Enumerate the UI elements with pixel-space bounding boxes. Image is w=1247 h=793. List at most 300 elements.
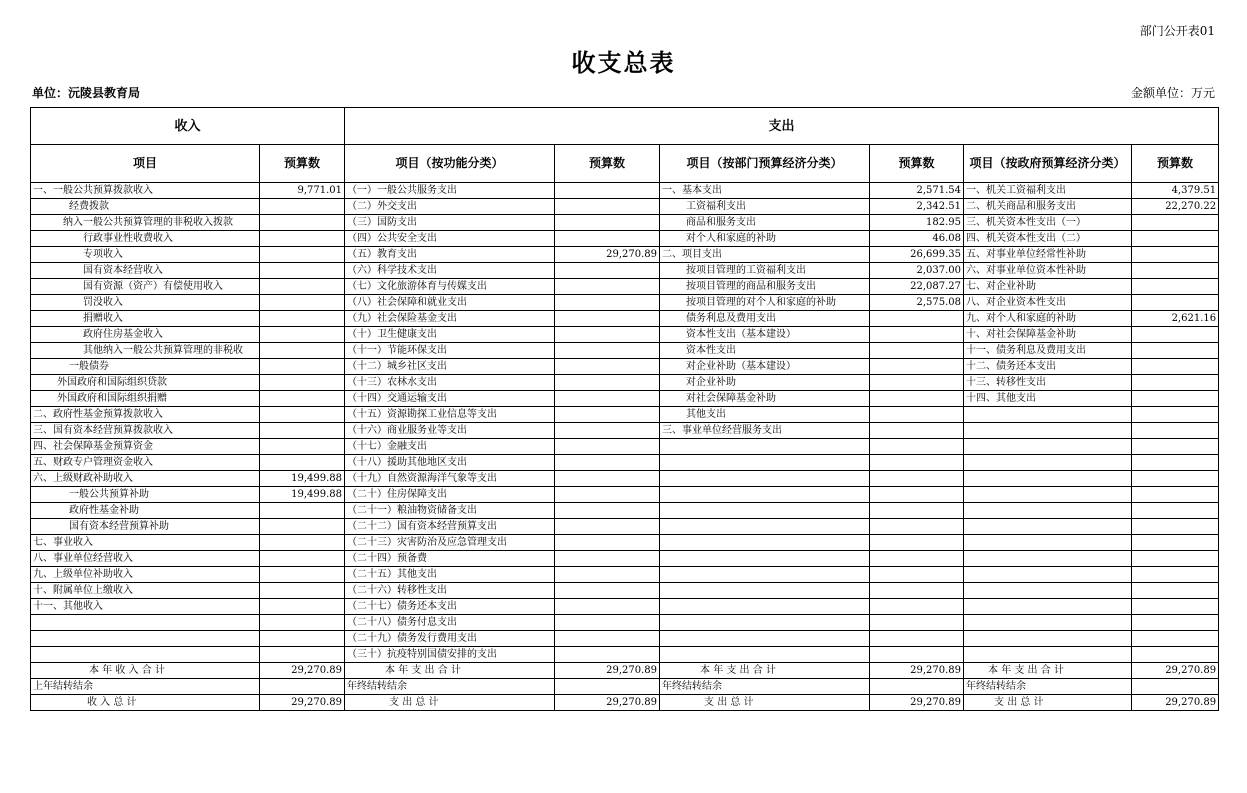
amount-cell xyxy=(1132,519,1219,535)
item-cell xyxy=(964,423,1132,439)
item-cell: 国有资源（资产）有偿使用收入 xyxy=(31,279,260,295)
table-row xyxy=(31,407,1219,423)
table-row xyxy=(31,295,1219,311)
amount-cell xyxy=(260,503,345,519)
item-cell: 债务利息及费用支出 xyxy=(660,311,870,327)
item-cell xyxy=(964,583,1132,599)
item-cell: 支 出 总 计 xyxy=(660,695,870,711)
item-cell: 外国政府和国际组织贷款 xyxy=(31,375,260,391)
item-cell: （二十七）债务还本支出 xyxy=(345,599,555,615)
budget-summary-table xyxy=(30,107,1219,711)
item-cell xyxy=(660,599,870,615)
amount-unit-label: 金额单位：万元 xyxy=(1130,86,1215,100)
item-cell xyxy=(964,503,1132,519)
table-row xyxy=(31,583,1219,599)
amount-cell xyxy=(870,551,964,567)
item-cell: 纳入一般公共预算管理的非税收入拨款 xyxy=(31,215,260,231)
amount-cell xyxy=(1132,647,1219,663)
amount-cell xyxy=(260,311,345,327)
amount-cell xyxy=(260,631,345,647)
item-cell: （十）卫生健康支出 xyxy=(345,327,555,343)
amount-cell xyxy=(870,535,964,551)
income-section-header: 收入 xyxy=(31,108,345,145)
amount-cell: 29,270.89 xyxy=(555,695,660,711)
item-cell: （五）教育支出 xyxy=(345,247,555,263)
amount-cell xyxy=(870,487,964,503)
item-cell xyxy=(660,439,870,455)
amount-cell xyxy=(260,327,345,343)
table-row xyxy=(31,247,1219,263)
amount-cell xyxy=(870,471,964,487)
amount-cell xyxy=(870,327,964,343)
item-cell: 按项目管理的商品和服务支出 xyxy=(660,279,870,295)
item-cell: 行政事业性收费收入 xyxy=(31,231,260,247)
table-row xyxy=(31,551,1219,567)
item-cell: 经费拨款 xyxy=(31,199,260,215)
amount-cell xyxy=(555,375,660,391)
amount-cell xyxy=(870,455,964,471)
item-cell: 国有资本经营预算补助 xyxy=(31,519,260,535)
amount-cell xyxy=(555,631,660,647)
amount-cell: 29,270.89 xyxy=(555,247,660,263)
column-header: 预算数 xyxy=(1132,145,1219,183)
amount-cell xyxy=(1132,567,1219,583)
amount-cell xyxy=(1132,503,1219,519)
amount-cell xyxy=(1132,599,1219,615)
table-row xyxy=(31,567,1219,583)
table-row xyxy=(31,231,1219,247)
item-cell: 三、国有资本经营预算拨款收入 xyxy=(31,423,260,439)
item-cell: 十、附属单位上缴收入 xyxy=(31,583,260,599)
item-cell: 按项目管理的对个人和家庭的补助 xyxy=(660,295,870,311)
item-cell: 二、机关商品和服务支出 xyxy=(964,199,1132,215)
item-cell: 专项收入 xyxy=(31,247,260,263)
amount-cell xyxy=(555,503,660,519)
item-cell: 年终结转结余 xyxy=(345,679,555,695)
amount-cell: 2,621.16 xyxy=(1132,311,1219,327)
item-cell: 一般债券 xyxy=(31,359,260,375)
amount-cell xyxy=(870,519,964,535)
item-cell: （十九）自然资源海洋气象等支出 xyxy=(345,471,555,487)
item-cell: 年终结转结余 xyxy=(660,679,870,695)
table-row xyxy=(31,279,1219,295)
item-cell: 六、对事业单位资本性补助 xyxy=(964,263,1132,279)
item-cell: （十四）交通运输支出 xyxy=(345,391,555,407)
amount-cell xyxy=(870,343,964,359)
amount-cell xyxy=(260,679,345,695)
amount-cell xyxy=(1132,471,1219,487)
amount-cell xyxy=(1132,279,1219,295)
item-cell xyxy=(964,615,1132,631)
item-cell: 八、对企业资本性支出 xyxy=(964,295,1132,311)
amount-cell: 22,087.27 xyxy=(870,279,964,295)
amount-cell: 29,270.89 xyxy=(870,695,964,711)
table-row xyxy=(31,343,1219,359)
amount-cell: 2,575.08 xyxy=(870,295,964,311)
amount-cell xyxy=(1132,439,1219,455)
item-cell: （二十二）国有资本经营预算支出 xyxy=(345,519,555,535)
form-code: 部门公开表01 xyxy=(1139,24,1215,38)
item-cell: 本 年 支 出 合 计 xyxy=(660,663,870,679)
amount-cell xyxy=(870,375,964,391)
amount-cell xyxy=(260,279,345,295)
item-cell: 工资福利支出 xyxy=(660,199,870,215)
item-cell xyxy=(660,551,870,567)
item-cell: 一般公共预算补助 xyxy=(31,487,260,503)
table-row xyxy=(31,615,1219,631)
item-cell: 政府住房基金收入 xyxy=(31,327,260,343)
amount-cell xyxy=(260,567,345,583)
item-cell xyxy=(660,471,870,487)
amount-cell xyxy=(1132,407,1219,423)
amount-cell xyxy=(555,679,660,695)
item-cell: 本 年 支 出 合 计 xyxy=(964,663,1132,679)
amount-cell xyxy=(555,279,660,295)
amount-cell xyxy=(260,615,345,631)
item-cell: （十二）城乡社区支出 xyxy=(345,359,555,375)
amount-cell xyxy=(1132,455,1219,471)
amount-cell: 29,270.89 xyxy=(870,663,964,679)
amount-cell xyxy=(260,375,345,391)
item-cell xyxy=(660,583,870,599)
item-cell: 三、机关资本性支出（一） xyxy=(964,215,1132,231)
amount-cell xyxy=(260,295,345,311)
item-cell: 上年结转结余 xyxy=(31,679,260,695)
item-cell: 商品和服务支出 xyxy=(660,215,870,231)
item-cell xyxy=(964,535,1132,551)
amount-cell: 2,571.54 xyxy=(870,183,964,199)
item-cell: 本 年 收 入 合 计 xyxy=(31,663,260,679)
amount-cell xyxy=(260,391,345,407)
unit-label: 单位：沅陵县教育局 xyxy=(32,86,141,100)
amount-cell xyxy=(555,647,660,663)
amount-cell xyxy=(870,391,964,407)
table-row xyxy=(31,455,1219,471)
amount-cell xyxy=(555,359,660,375)
item-cell xyxy=(660,567,870,583)
table-row xyxy=(31,503,1219,519)
table-row xyxy=(31,663,1219,679)
amount-cell xyxy=(870,311,964,327)
item-cell xyxy=(964,567,1132,583)
amount-cell xyxy=(870,439,964,455)
amount-cell xyxy=(555,615,660,631)
item-cell: 捐赠收入 xyxy=(31,311,260,327)
item-cell xyxy=(964,551,1132,567)
item-cell: 本 年 支 出 合 计 xyxy=(345,663,555,679)
amount-cell xyxy=(555,343,660,359)
amount-cell xyxy=(1132,583,1219,599)
amount-cell xyxy=(260,535,345,551)
item-cell: 十三、转移性支出 xyxy=(964,375,1132,391)
item-cell xyxy=(964,439,1132,455)
item-cell: （七）文化旅游体育与传媒支出 xyxy=(345,279,555,295)
amount-cell xyxy=(260,199,345,215)
item-cell: 年终结转结余 xyxy=(964,679,1132,695)
amount-cell: 4,379.51 xyxy=(1132,183,1219,199)
amount-cell xyxy=(870,423,964,439)
amount-cell xyxy=(260,455,345,471)
amount-cell xyxy=(1132,375,1219,391)
amount-cell: 182.95 xyxy=(870,215,964,231)
item-cell: 十一、债务利息及费用支出 xyxy=(964,343,1132,359)
item-cell: （二十六）转移性支出 xyxy=(345,583,555,599)
amount-cell xyxy=(260,423,345,439)
item-cell: 七、对企业补助 xyxy=(964,279,1132,295)
item-cell xyxy=(964,455,1132,471)
item-cell: 收 入 总 计 xyxy=(31,695,260,711)
table-row xyxy=(31,535,1219,551)
item-cell xyxy=(964,519,1132,535)
amount-cell xyxy=(260,263,345,279)
amount-cell xyxy=(555,551,660,567)
item-cell: （二十五）其他支出 xyxy=(345,567,555,583)
item-cell xyxy=(660,631,870,647)
amount-cell xyxy=(555,231,660,247)
table-row xyxy=(31,263,1219,279)
amount-cell: 9,771.01 xyxy=(260,183,345,199)
item-cell: 二、项目支出 xyxy=(660,247,870,263)
amount-cell xyxy=(1132,423,1219,439)
item-cell: （十六）商业服务业等支出 xyxy=(345,423,555,439)
amount-cell xyxy=(870,599,964,615)
item-cell xyxy=(964,599,1132,615)
item-cell: 十四、其他支出 xyxy=(964,391,1132,407)
amount-cell xyxy=(555,215,660,231)
amount-cell xyxy=(260,583,345,599)
amount-cell xyxy=(260,647,345,663)
item-cell: 其他纳入一般公共预算管理的非税收 xyxy=(31,343,260,359)
amount-cell xyxy=(260,599,345,615)
item-cell: （十七）金融支出 xyxy=(345,439,555,455)
amount-cell xyxy=(870,359,964,375)
amount-cell xyxy=(1132,231,1219,247)
item-cell: 六、上级财政补助收入 xyxy=(31,471,260,487)
item-cell: 资本性支出（基本建设） xyxy=(660,327,870,343)
amount-cell xyxy=(555,471,660,487)
item-cell: 五、对事业单位经常性补助 xyxy=(964,247,1132,263)
item-cell: 十二、债务还本支出 xyxy=(964,359,1132,375)
amount-cell xyxy=(1132,535,1219,551)
amount-cell xyxy=(260,551,345,567)
item-cell: 七、事业收入 xyxy=(31,535,260,551)
amount-cell xyxy=(260,407,345,423)
item-cell: 三、事业单位经营服务支出 xyxy=(660,423,870,439)
amount-cell: 29,270.89 xyxy=(1132,663,1219,679)
amount-cell xyxy=(555,423,660,439)
amount-cell xyxy=(555,455,660,471)
amount-cell: 26,699.35 xyxy=(870,247,964,263)
item-cell xyxy=(964,631,1132,647)
amount-cell xyxy=(1132,487,1219,503)
item-cell xyxy=(964,407,1132,423)
table-row xyxy=(31,679,1219,695)
item-cell: 九、对个人和家庭的补助 xyxy=(964,311,1132,327)
item-cell: 九、上级单位补助收入 xyxy=(31,567,260,583)
amount-cell: 29,270.89 xyxy=(1132,695,1219,711)
table-row xyxy=(31,695,1219,711)
amount-cell xyxy=(555,263,660,279)
item-cell: （二十）住房保障支出 xyxy=(345,487,555,503)
item-cell: （十一）节能环保支出 xyxy=(345,343,555,359)
amount-cell xyxy=(1132,263,1219,279)
item-cell: 一、基本支出 xyxy=(660,183,870,199)
amount-cell: 19,499.88 xyxy=(260,487,345,503)
item-cell: 四、机关资本性支出（二） xyxy=(964,231,1132,247)
item-cell: （二十四）预备费 xyxy=(345,551,555,567)
item-cell xyxy=(31,631,260,647)
table-row xyxy=(31,647,1219,663)
amount-cell xyxy=(260,439,345,455)
item-cell: 对社会保障基金补助 xyxy=(660,391,870,407)
item-cell: 罚没收入 xyxy=(31,295,260,311)
item-cell: 五、财政专户管理资金收入 xyxy=(31,455,260,471)
amount-cell xyxy=(260,247,345,263)
amount-cell xyxy=(555,567,660,583)
amount-cell xyxy=(1132,631,1219,647)
amount-cell: 29,270.89 xyxy=(260,663,345,679)
item-cell: 对企业补助（基本建设） xyxy=(660,359,870,375)
item-cell: 政府性基金补助 xyxy=(31,503,260,519)
item-cell: 一、一般公共预算拨款收入 xyxy=(31,183,260,199)
amount-cell xyxy=(870,647,964,663)
item-cell xyxy=(660,487,870,503)
amount-cell xyxy=(870,503,964,519)
item-cell xyxy=(660,455,870,471)
amount-cell xyxy=(260,231,345,247)
item-cell: （二十八）债务付息支出 xyxy=(345,615,555,631)
amount-cell xyxy=(555,407,660,423)
table-row xyxy=(31,183,1219,199)
item-cell: （二十三）灾害防治及应急管理支出 xyxy=(345,535,555,551)
amount-cell xyxy=(1132,615,1219,631)
amount-cell xyxy=(1132,391,1219,407)
page-title: 收支总表 xyxy=(571,49,676,77)
amount-cell xyxy=(870,631,964,647)
item-cell: 按项目管理的工资福利支出 xyxy=(660,263,870,279)
item-cell: 对个人和家庭的补助 xyxy=(660,231,870,247)
amount-cell xyxy=(555,183,660,199)
column-header: 项目（按部门预算经济分类） xyxy=(660,145,870,183)
table-row xyxy=(31,375,1219,391)
column-header: 预算数 xyxy=(555,145,660,183)
amount-cell: 19,499.88 xyxy=(260,471,345,487)
table-row xyxy=(31,391,1219,407)
amount-cell xyxy=(870,567,964,583)
item-cell: （二十一）粮油物资储备支出 xyxy=(345,503,555,519)
item-cell: （四）公共安全支出 xyxy=(345,231,555,247)
amount-cell xyxy=(1132,359,1219,375)
amount-cell: 29,270.89 xyxy=(260,695,345,711)
amount-cell xyxy=(870,615,964,631)
item-cell: 资本性支出 xyxy=(660,343,870,359)
amount-cell: 29,270.89 xyxy=(555,663,660,679)
table-row xyxy=(31,199,1219,215)
item-cell xyxy=(660,615,870,631)
column-header: 项目（按政府预算经济分类） xyxy=(964,145,1132,183)
expenditure-section-header: 支出 xyxy=(345,108,1219,145)
item-cell: 国有资本经营收入 xyxy=(31,263,260,279)
amount-cell: 46.08 xyxy=(870,231,964,247)
amount-cell xyxy=(555,519,660,535)
item-cell xyxy=(31,647,260,663)
item-cell: （一）一般公共服务支出 xyxy=(345,183,555,199)
amount-cell xyxy=(555,535,660,551)
amount-cell: 2,342.51 xyxy=(870,199,964,215)
column-header: 项目（按功能分类） xyxy=(345,145,555,183)
item-cell: 十一、其他收入 xyxy=(31,599,260,615)
table-row xyxy=(31,215,1219,231)
item-cell: （二十九）债务发行费用支出 xyxy=(345,631,555,647)
amount-cell xyxy=(555,311,660,327)
amount-cell xyxy=(1132,343,1219,359)
table-row xyxy=(31,487,1219,503)
item-cell: （八）社会保障和就业支出 xyxy=(345,295,555,311)
table-row xyxy=(31,359,1219,375)
item-cell: 支 出 总 计 xyxy=(345,695,555,711)
amount-cell xyxy=(870,407,964,423)
amount-cell xyxy=(870,583,964,599)
item-cell xyxy=(964,487,1132,503)
amount-cell xyxy=(555,295,660,311)
amount-cell xyxy=(555,391,660,407)
item-cell: 对企业补助 xyxy=(660,375,870,391)
column-header: 项目 xyxy=(31,145,260,183)
amount-cell xyxy=(555,199,660,215)
item-cell: （十三）农林水支出 xyxy=(345,375,555,391)
item-cell xyxy=(660,503,870,519)
item-cell: （十八）援助其他地区支出 xyxy=(345,455,555,471)
amount-cell: 22,270.22 xyxy=(1132,199,1219,215)
amount-cell xyxy=(555,327,660,343)
table-row xyxy=(31,439,1219,455)
item-cell: 十、对社会保障基金补助 xyxy=(964,327,1132,343)
item-cell: 其他支出 xyxy=(660,407,870,423)
amount-cell xyxy=(1132,295,1219,311)
item-cell: （三）国防支出 xyxy=(345,215,555,231)
item-cell: （二）外交支出 xyxy=(345,199,555,215)
item-cell xyxy=(660,647,870,663)
amount-cell xyxy=(260,343,345,359)
amount-cell xyxy=(1132,247,1219,263)
item-cell xyxy=(31,615,260,631)
item-cell: （三十）抗疫特别国债安排的支出 xyxy=(345,647,555,663)
item-cell: 外国政府和国际组织捐赠 xyxy=(31,391,260,407)
table-row xyxy=(31,471,1219,487)
item-cell: 支 出 总 计 xyxy=(964,695,1132,711)
amount-cell xyxy=(555,487,660,503)
table-row xyxy=(31,311,1219,327)
table-row xyxy=(31,327,1219,343)
item-cell: 四、社会保障基金预算资金 xyxy=(31,439,260,455)
column-header: 预算数 xyxy=(260,145,345,183)
amount-cell xyxy=(260,359,345,375)
item-cell xyxy=(660,535,870,551)
amount-cell xyxy=(555,439,660,455)
item-cell xyxy=(660,519,870,535)
item-cell xyxy=(964,471,1132,487)
amount-cell xyxy=(1132,679,1219,695)
amount-cell xyxy=(1132,327,1219,343)
amount-cell xyxy=(555,583,660,599)
amount-cell xyxy=(870,679,964,695)
amount-cell xyxy=(260,215,345,231)
item-cell: 二、政府性基金预算拨款收入 xyxy=(31,407,260,423)
item-cell: （十五）资源勘探工业信息等支出 xyxy=(345,407,555,423)
item-cell: 一、机关工资福利支出 xyxy=(964,183,1132,199)
table-row xyxy=(31,423,1219,439)
item-cell: 八、事业单位经营收入 xyxy=(31,551,260,567)
